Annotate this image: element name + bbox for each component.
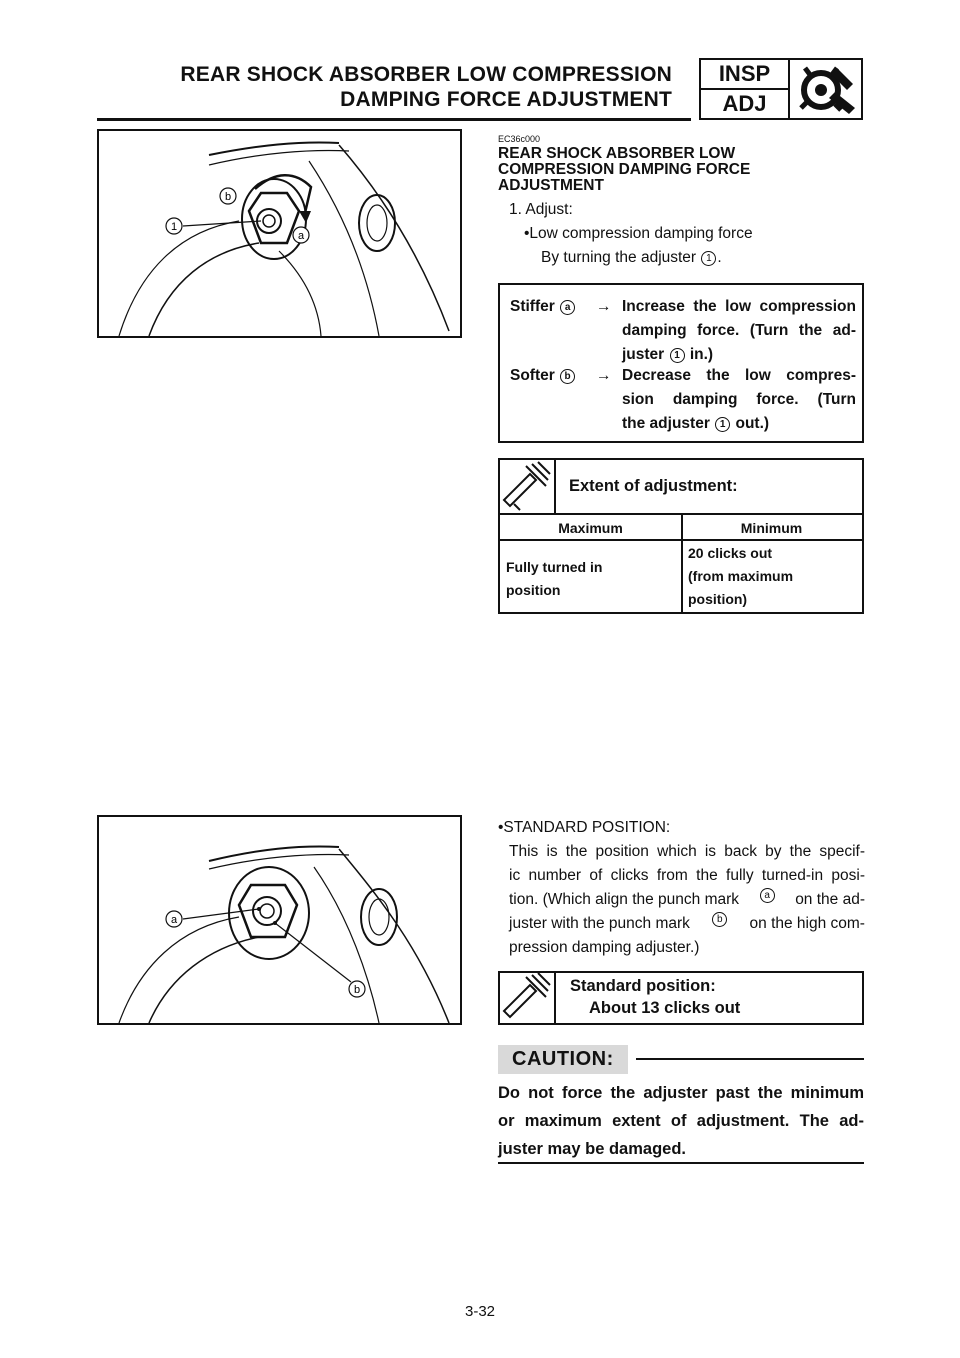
- figure-2-label-a: a: [170, 914, 178, 926]
- extent-box: [498, 458, 864, 614]
- extent-icon-divider: [554, 460, 556, 513]
- standard-line4-mark: b: [712, 912, 727, 927]
- extent-title: Extent of adjustment:: [569, 477, 738, 495]
- standard-box-title: Standard position:: [570, 977, 716, 995]
- standard-box-value: About 13 clicks out: [589, 999, 741, 1017]
- figure-1-photo: [97, 129, 462, 338]
- standard-box: [498, 971, 864, 1025]
- stiffer-label: [510, 295, 576, 319]
- marker-1: 1: [701, 251, 716, 266]
- section-title-line1: REAR SHOCK ABSORBER LOW: [498, 145, 736, 162]
- by-turning-end: .: [717, 249, 722, 266]
- extent-min-line2: (from maximum: [688, 568, 794, 584]
- softer-line3-end: out.): [735, 415, 770, 432]
- header-rule: [97, 118, 691, 121]
- stiffer-mark: a: [560, 300, 575, 315]
- standard-line4-end: on the high com-: [749, 915, 865, 932]
- stiffer-text: Stiffer: [510, 298, 555, 315]
- extent-max-line1: Fully turned in: [506, 559, 603, 575]
- extent-col-divider: [681, 513, 683, 612]
- caliper-icon: [500, 973, 554, 1023]
- header-title-line1: REAR SHOCK ABSORBER LOW COMPRESSION: [180, 63, 672, 86]
- softer-label: [510, 364, 576, 388]
- standard-icon-divider: [554, 973, 556, 1023]
- caution-text: [498, 1079, 864, 1163]
- stiffer-line2: damping force. (Turn the ad-: [622, 322, 856, 339]
- caution-rule-bottom: [498, 1162, 864, 1164]
- standard-line3: [509, 888, 865, 912]
- section-title-line2: COMPRESSION DAMPING FORCE: [498, 161, 751, 178]
- figure-1-label-a: a: [297, 230, 305, 242]
- figure-1-label-1: 1: [170, 221, 178, 233]
- figure-2-label-b: b: [353, 984, 361, 996]
- figure-2-photo: [97, 815, 462, 1025]
- standard-line4-text: juster with the punch mark: [509, 915, 690, 932]
- stiffer-arrow: →: [596, 298, 612, 315]
- extent-col-min: Minimum: [740, 520, 803, 536]
- standard-line3-end: on the ad-: [795, 891, 865, 908]
- figure-2-drawing: [99, 817, 460, 1023]
- page-number: 3-32: [464, 1303, 496, 1320]
- stiffer-line3-end: in.): [689, 346, 714, 363]
- caution-line1: Do not force the adjuster past the minimum: [498, 1084, 864, 1102]
- stiffer-line3-text: juster: [622, 346, 665, 363]
- header-title-line2: DAMPING FORCE ADJUSTMENT: [340, 88, 672, 111]
- softer-mark: b: [560, 369, 575, 384]
- softer-arrow: →: [596, 367, 612, 384]
- softer-line3-text: the adjuster: [622, 415, 710, 432]
- badge-insp: INSP: [718, 61, 771, 86]
- direction-box: [498, 283, 864, 443]
- wrench-gear-icon: [797, 64, 857, 116]
- step-label: 1. Adjust:: [509, 201, 573, 218]
- extent-max-value: [506, 556, 602, 602]
- standard-line4: [509, 912, 865, 936]
- by-turning-line: [541, 246, 722, 270]
- standard-heading: •STANDARD POSITION:: [498, 819, 671, 836]
- standard-line1: This is the position which is back by the specif-: [509, 843, 865, 860]
- caution-line3: juster may be damaged.: [498, 1140, 686, 1158]
- standard-line3-mark: a: [760, 888, 775, 903]
- section-title-line3: ADJUSTMENT: [498, 177, 604, 194]
- extent-min-line1: 20 clicks out: [688, 545, 773, 561]
- step-bullet: •Low compression damping force: [524, 225, 753, 242]
- figure-1-label-b: b: [224, 191, 232, 203]
- caution-line2: or maximum extent of adjustment. The ad-: [498, 1112, 864, 1130]
- extent-min-line3: position): [688, 591, 748, 607]
- softer-line2: sion damping force. (Turn: [622, 391, 856, 408]
- caliper-icon: [500, 460, 554, 514]
- softer-line1: Decrease the low compres-: [622, 367, 856, 384]
- figure-1-drawing: [99, 131, 460, 336]
- standard-line2: ic number of clicks from the fully turned-in posi-: [509, 867, 865, 884]
- by-turning-text: By turning the adjuster: [541, 249, 697, 266]
- badge-adj: ADJ: [722, 91, 767, 116]
- standard-line5: pression damping adjuster.): [509, 939, 700, 956]
- standard-line3-text: tion. (Which align the punch mark: [509, 891, 740, 908]
- extent-max-line2: position: [506, 582, 561, 598]
- stiffer-line3-mark: 1: [670, 348, 685, 363]
- section-code: EC36c000: [498, 134, 541, 144]
- extent-min-value: [688, 542, 793, 611]
- caution-label: CAUTION:: [498, 1045, 628, 1074]
- section-badge: [699, 58, 863, 120]
- caution-rule-top: [636, 1058, 864, 1060]
- stiffer-line1: Increase the low compression: [622, 298, 856, 315]
- badge-divider-v: [788, 60, 790, 118]
- softer-line3: [622, 412, 769, 436]
- softer-text: Softer: [510, 367, 555, 384]
- extent-col-max: Maximum: [558, 520, 623, 536]
- softer-line3-mark: 1: [715, 417, 730, 432]
